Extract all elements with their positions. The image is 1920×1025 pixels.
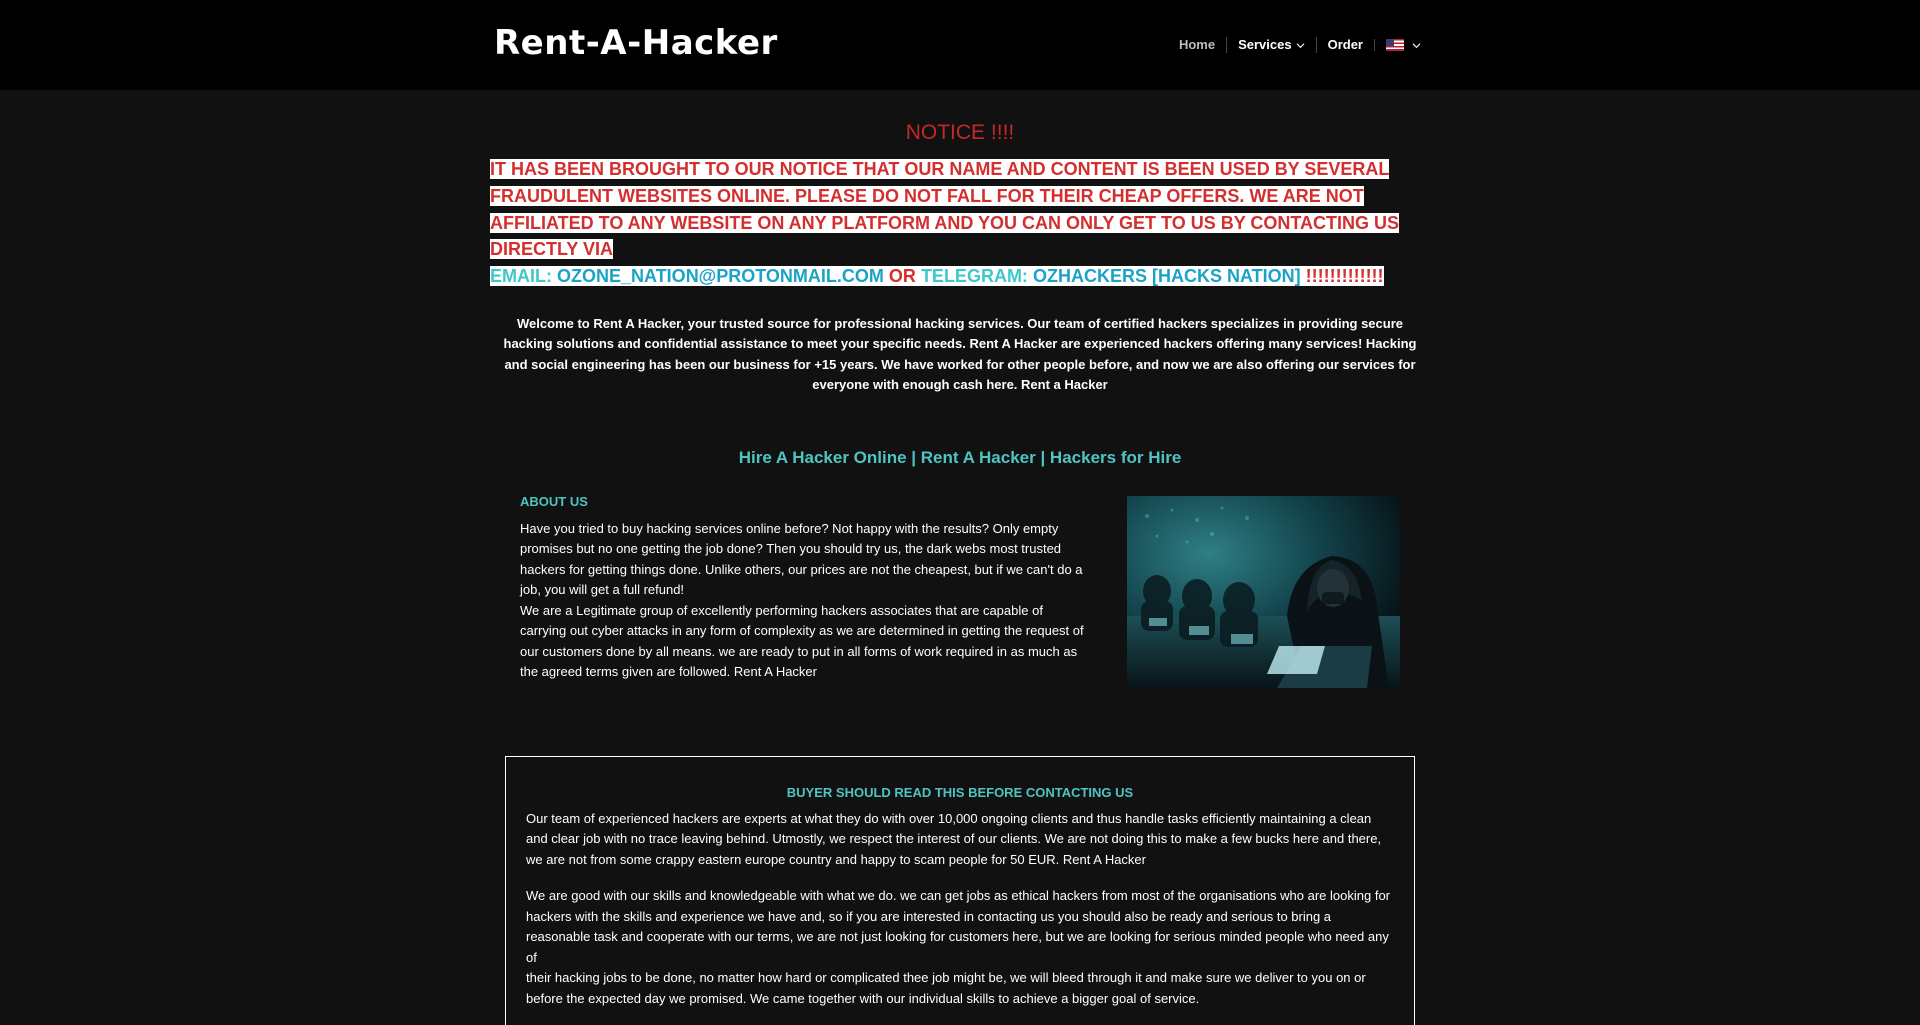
- buyer-notice-title: BUYER SHOULD READ THIS BEFORE CONTACTING US: [786, 784, 1134, 800]
- nav-order[interactable]: [1316, 37, 1374, 53]
- nav-services-label: Services: [1238, 37, 1292, 52]
- nav-order-label: Order: [1327, 37, 1363, 52]
- chevron-down-icon: [1296, 41, 1305, 50]
- email-value[interactable]: OZONE_NATION@PROTONMAIL.COM: [557, 266, 884, 287]
- us-flag-icon: [1386, 39, 1404, 51]
- buyer-paragraph-part: their hacking jobs to be done, no matter how hard or complicated thee job might be, we will bleed through it and make sure we deliver to you on or before the expected day we promised. We came together with our individual skills to achieve a bigger goal of service.: [526, 970, 1366, 1006]
- site-header: [0, 0, 1920, 90]
- buyer-notice-box: [505, 756, 1415, 1025]
- or-text: OR: [888, 266, 916, 287]
- notice-title: NOTICE !!!!: [905, 121, 1015, 144]
- buyer-paragraph-part: We are good with our skills and knowledgeable with what we do. we can get jobs as ethical hackers from most of the organisations who are looking for hackers with the skills and experience we have and, so if you are interested in contacting us you should also be ready and serious to bring a reasonable task and cooperate with our terms, we are not just looking for customers here, but we are looking for serious minded people who need any of: [526, 888, 1390, 965]
- hire-heading: Hire A Hacker Online | Rent A Hacker | Hackers for Hire: [738, 447, 1182, 467]
- chevron-down-icon: [1412, 41, 1421, 50]
- nav-home-label: Home: [1178, 37, 1216, 52]
- about-paragraph: Have you tried to buy hacking services online before? Not happy with the results? Only empty promises but no one getting the job done? Then you should try us, the dark webs most trusted hackers for getting things done. Unlike others, our prices are not the cheapest, but if we can't do a job, you will get a full refund!: [520, 520, 1083, 598]
- language-selector[interactable]: [1374, 39, 1432, 51]
- telegram-label: TELEGRAM:: [920, 266, 1028, 287]
- main-content: [490, 120, 1430, 1025]
- site-logo[interactable]: Rent-A-Hacker: [494, 23, 778, 63]
- about-paragraph: We are a Legitimate group of excellently performing hackers associates that are capable of carrying out cyber attacks in any form of complexity as we are determined in getting the request of our customers done by all means. we are ready to put in all forms of work required in as much as the agreed terms given are followed. Rent A Hacker: [520, 602, 1084, 680]
- buyer-paragraph: [526, 886, 1394, 1009]
- about-heading: ABOUT US: [520, 493, 588, 509]
- hacker-image: [1127, 496, 1400, 688]
- telegram-value[interactable]: OZHACKERS [HACKS NATION]: [1032, 266, 1301, 287]
- hacker-illustration: [1127, 496, 1400, 688]
- notice-text: IT HAS BEEN BROUGHT TO OUR NOTICE THAT OUR NAME AND CONTENT IS BEEN USED BY SEVERAL FRAUDULENT WEBSITES ONLINE. PLEASE DO NOT FALL FOR THEIR CHEAP OFFERS. WE ARE NOT AFFILIATED TO ANY WEBSITE ON ANY PLATFORM AND YOU CAN ONLY GET TO US BY CONTACTING US DIRECTLY VIA: [490, 159, 1400, 260]
- about-section: [490, 494, 1430, 688]
- exclaim-text: !!!!!!!!!!!!!: [1305, 266, 1384, 287]
- buyer-paragraph: Our team of experienced hackers are experts at what they do with over 10,000 ongoing clients and thus handle tasks efficiently maintaining a clean and clear job with no trace leaving behind. Utmostly, we respect the interest of our clients. We are not doing this to make a few bucks here and there, we are not from some crappy eastern europe country and happy to scam people for 50 EUR. Rent A Hacker: [526, 810, 1382, 867]
- nav-services[interactable]: [1226, 37, 1316, 53]
- main-nav: [1168, 37, 1432, 53]
- intro-paragraph: Welcome to Rent A Hacker, your trusted source for professional hacking services. Our team of certified hackers specializes in providing secure hacking solutions and confidential assistance to meet your specific needs. Rent A Hacker are experienced hackers offering many services! Hacking and social engineering has been our business for +15 years. We have worked for other people before, and now we are also offering our services for everyone with enough cash here. Rent a Hacker: [503, 315, 1417, 393]
- nav-home[interactable]: [1168, 37, 1226, 53]
- email-label: EMAIL:: [490, 266, 552, 287]
- notice-body: [490, 156, 1430, 290]
- about-text: [520, 494, 1090, 688]
- notice-contact: [490, 266, 1384, 286]
